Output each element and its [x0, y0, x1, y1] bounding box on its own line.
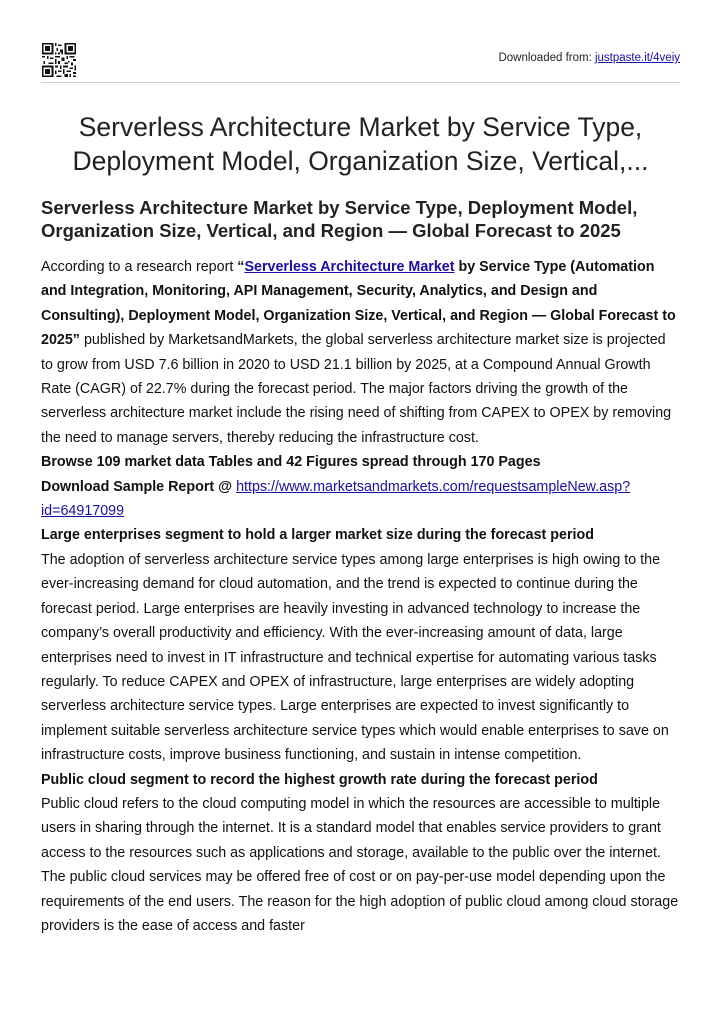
sample-report-line	[41, 475, 681, 524]
section1-heading-text: Large enterprises segment to hold a larger market size during the forecast period	[41, 527, 594, 544]
page-subtitle: Serverless Architecture Market by Service Type, Deployment Model, Organization Size, Vertical, and Region — Global Forecast to 2025	[41, 197, 638, 241]
sample-report-link[interactable]: https://www.marketsandmarkets.com/requestsampleNew.asp?id=64917099	[41, 478, 631, 520]
section-text-large-enterprises: The adoption of serverless architecture service types among large enterprises is high owing to the ever-increasing demand for cloud automation, and the trend is expected to continue during the forecast period. Large enterprises are heavily investing in advanced technology to increase the company’s overall productivity and efficiency. With the ever-increasing amount of data, large enterprises need to invest in IT infrastructure and technical expertise for automating various tasks regularly. To reduce CAPEX and OPEX of infrastructure, large enterprises are widely adopting serverless architecture service types. Large enterprises are expected to invest significantly to implement suitable serverless architecture service types which would enable enterprises to save on infrastructure costs, improve business functioning, and sustain in intense competition.	[41, 551, 669, 764]
report-title-link[interactable]: Serverless Architecture Market	[244, 259, 455, 275]
browse-text: Browse 109 market data Tables and 42 Figures spread through 170 Pages	[41, 454, 541, 471]
downloaded-from-notice	[498, 52, 680, 64]
section-heading-public-cloud	[41, 768, 681, 792]
downloaded-from-label: Downloaded from:	[498, 52, 595, 64]
intro-paragraph	[41, 255, 681, 450]
section2-heading-text: Public cloud segment to record the highest growth rate during the forecast period	[41, 771, 598, 788]
section-text-public-cloud: Public cloud refers to the cloud computing model in which the resources are accessible to multiple users in sharing through the internet. It is a standard model that enables service providers to grant access to the resources such as applications and storage, available to the public over the internet. The public cloud services may be offered free of cost or on pay-per-use model depending upon the requirements of the end users. The reason for the high adoption of public cloud among cloud storage providers is the ease of access and faster	[41, 795, 679, 934]
qr-code-icon	[42, 43, 76, 77]
sample-report-label: Download Sample Report @	[41, 478, 237, 495]
report-title-rest: by Service Type (Automation and Integration, Monitoring, API Management, Security, Analytics, and Design and Consulting), Deployment Model, Organization Size, Vertical, and Region — Global Forecast to 2025”	[41, 259, 676, 349]
section-heading-large-enterprises	[41, 523, 681, 547]
source-link[interactable]: justpaste.it/4veiy	[594, 52, 680, 64]
header-divider	[41, 82, 680, 83]
page-title: Serverless Architecture Market by Service Type, Deployment Model, Organization Size, Vertical,...	[72, 112, 649, 176]
quote-open: “	[237, 259, 245, 275]
browse-line	[41, 450, 681, 474]
intro-text: published by MarketsandMarkets, the global serverless architecture market size is projected to grow from USD 7.6 billion in 2020 to USD 21.1 billion by 2025, at a Compound Annual Growth Rate (CAGR) of 22.7% during the forecast period. The major factors driving the growth of the serverless architecture market include the rising need of shifting from CAPEX to OPEX by removing the need to manage servers, thereby reducing the infrastructure cost.	[41, 332, 672, 446]
article-body	[41, 255, 681, 938]
intro-lead: According to a research report	[41, 259, 238, 275]
